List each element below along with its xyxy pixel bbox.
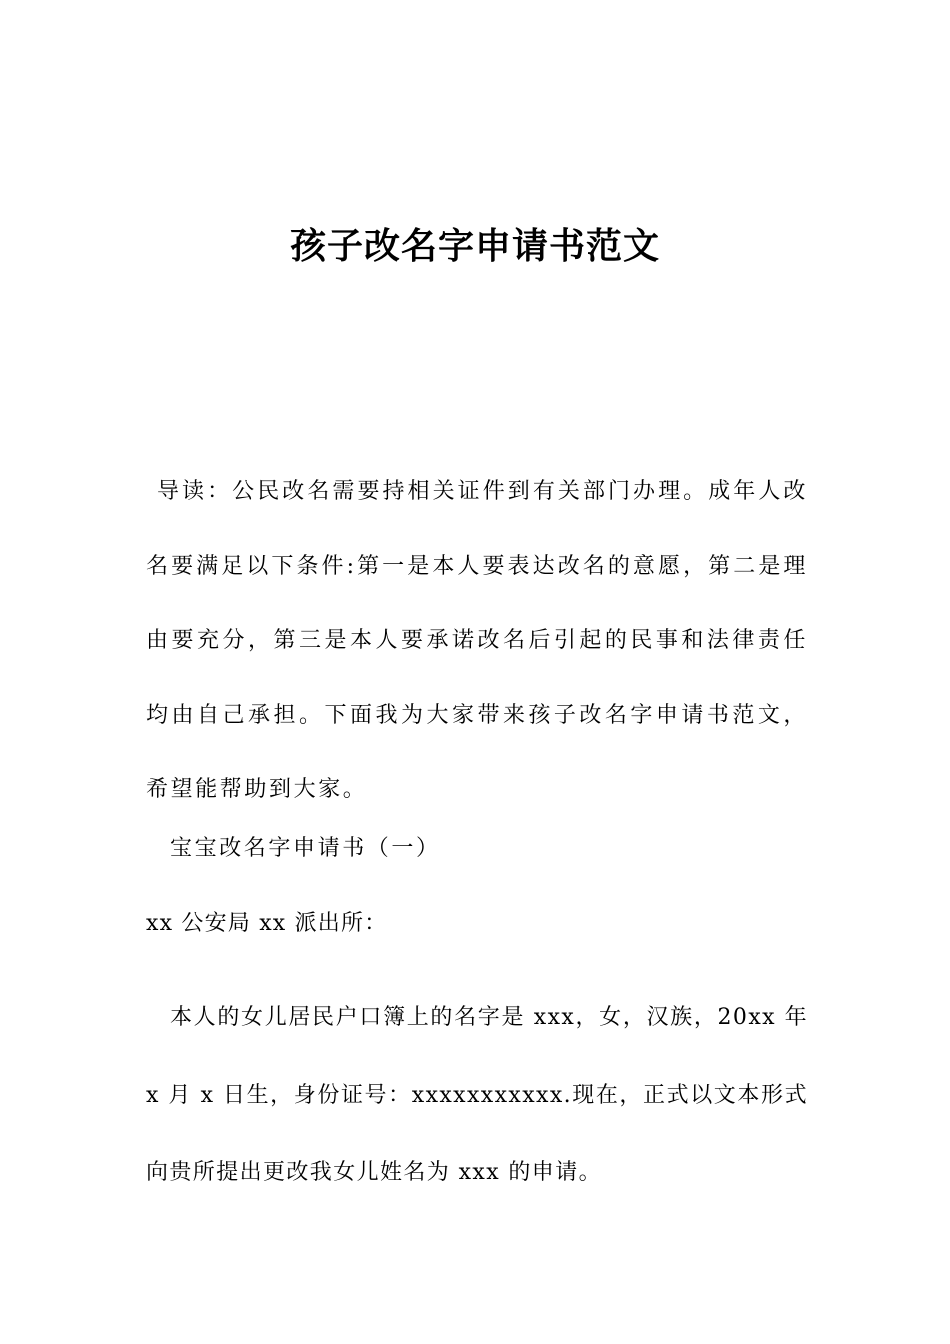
letter-body-paragraph: 本人的女儿居民户口簿上的名字是 xxx，女，汉族，20xx 年 x 月 x 日生，身份证号：xxxxxxxxxxx.现在，正式以文本形式向贵所提出更改我女儿姓名为 xxx 的申请。 bbox=[146, 1005, 808, 1185]
document-title: 孩子改名字申请书范文 bbox=[289, 226, 660, 267]
section-heading: 宝宝改名字申请书（一） bbox=[170, 836, 441, 861]
letter-addressee: xx 公安局 xx 派出所： bbox=[146, 911, 388, 936]
intro-paragraph: 导读：公民改名需要持相关证件到有关部门办理。成年人改名要满足以下条件:第一是本人要表达改名的意愿，第二是理由要充分，第三是本人要承诺改名后引起的民事和法律责任均由自己承担。下面我为大家带来孩子改名字申请书范文，希望能帮助到大家。 bbox=[146, 479, 808, 802]
